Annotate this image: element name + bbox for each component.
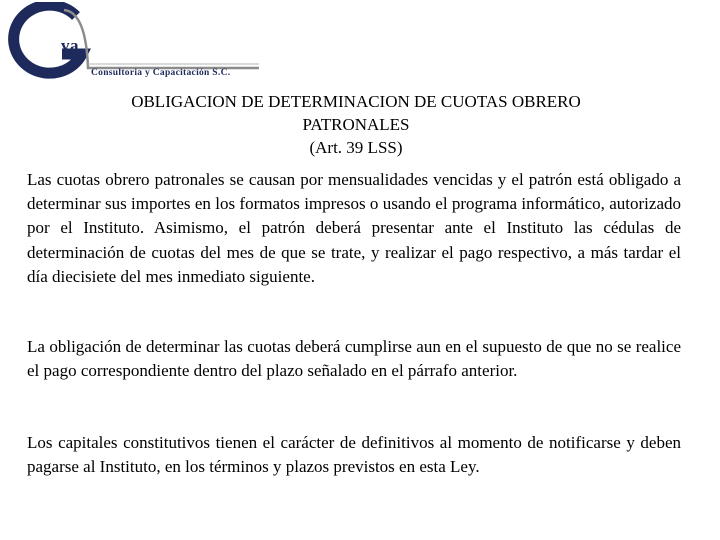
title-line-2: PATRONALES: [302, 115, 410, 134]
document-title: [0, 90, 712, 159]
paragraph-constitutive-capitals: Los capitales constitutivos tienen el carácter de definitivos al momento de notificarse y deben pagarse al Instituto, en los términos y plazos previstos en esta Ley.: [27, 433, 681, 477]
company-logo: [4, 2, 264, 86]
paragraph-payment-obligation: Las cuotas obrero patronales se causan por mensualidades vencidas y el patrón está obligado a determinar sus importes en los formatos impresos o usando el programa informático, autorizado por el Instituto. Asimismo, el patrón deberá presentar ante el Instituto las cédulas de determinación de cuotas del mes de que se trate, y realizar el pago respectivo, a más tardar el día diecisiete del mes inmediato siguiente.: [27, 170, 681, 286]
logo-tagline: Consultoria y Capacitación S.C.: [91, 68, 231, 78]
title-line-1: OBLIGACION DE DETERMINACION DE CUOTAS OBRERO: [131, 92, 581, 111]
title-article-reference: (Art. 39 LSS): [309, 138, 403, 157]
paragraph-determination-requirement: La obligación de determinar las cuotas deberá cumplirse aun en el supuesto de que no se realice el pago correspondiente dentro del plazo señalado en el párrafo anterior.: [27, 337, 681, 381]
logo-letters: va: [61, 36, 79, 55]
